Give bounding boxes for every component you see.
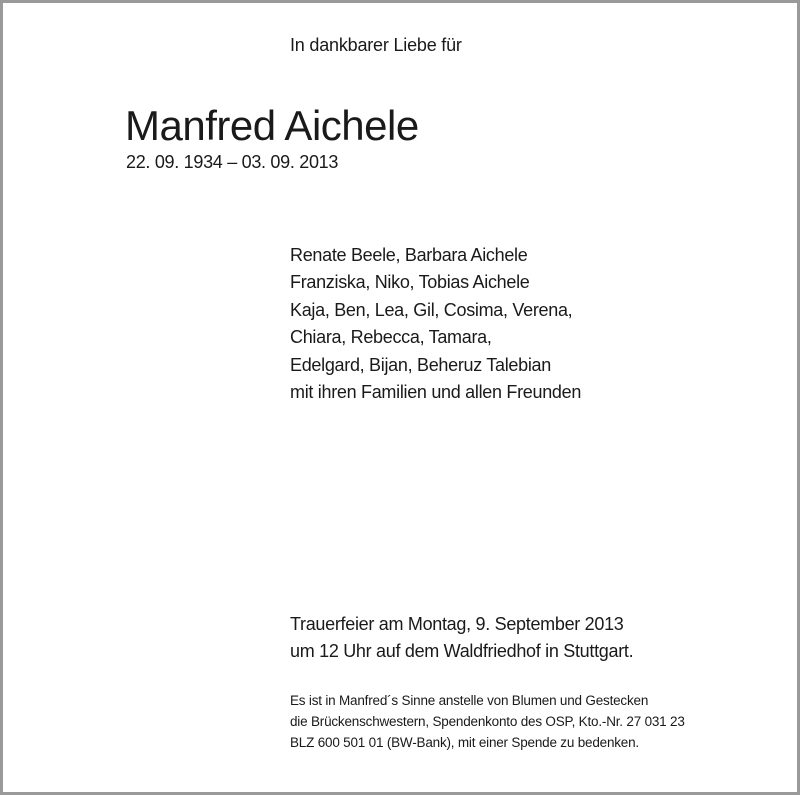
donation-line: BLZ 600 501 01 (BW-Bank), mit einer Spende zu bedenken. [290,735,639,750]
mourner-line: Edelgard, Bijan, Beheruz Talebian [290,354,551,375]
intro-line: In dankbarer Liebe für [290,35,462,55]
donation-line: Es ist in Manfred´s Sinne anstelle von Blumen und Gestecken [290,693,649,708]
donation-line: die Brückenschwestern, Spendenkonto des OSP, Kto.-Nr. 27 031 23 [290,714,685,729]
mourner-line: Renate Beele, Barbara Aichele [290,245,528,265]
donation-note [290,690,685,753]
mourners-list [290,242,581,406]
life-dates: 22. 09. 1934 – 03. 09. 2013 [126,152,339,172]
ceremony-line: Trauerfeier am Montag, 9. September 2013 [290,614,624,634]
ceremony-info [290,611,633,665]
mourner-line: Franziska, Niko, Tobias Aichele [290,272,530,293]
deceased-name: Manfred Aichele [125,102,419,149]
mourner-line: Chiara, Rebecca, Tamara, [290,327,492,348]
ceremony-line: um 12 Uhr auf dem Waldfriedhof in Stuttgart. [290,641,634,661]
mourner-line: mit ihren Familien und allen Freunden [290,382,582,403]
mourner-line: Kaja, Ben, Lea, Gil, Cosima, Verena, [290,299,573,320]
